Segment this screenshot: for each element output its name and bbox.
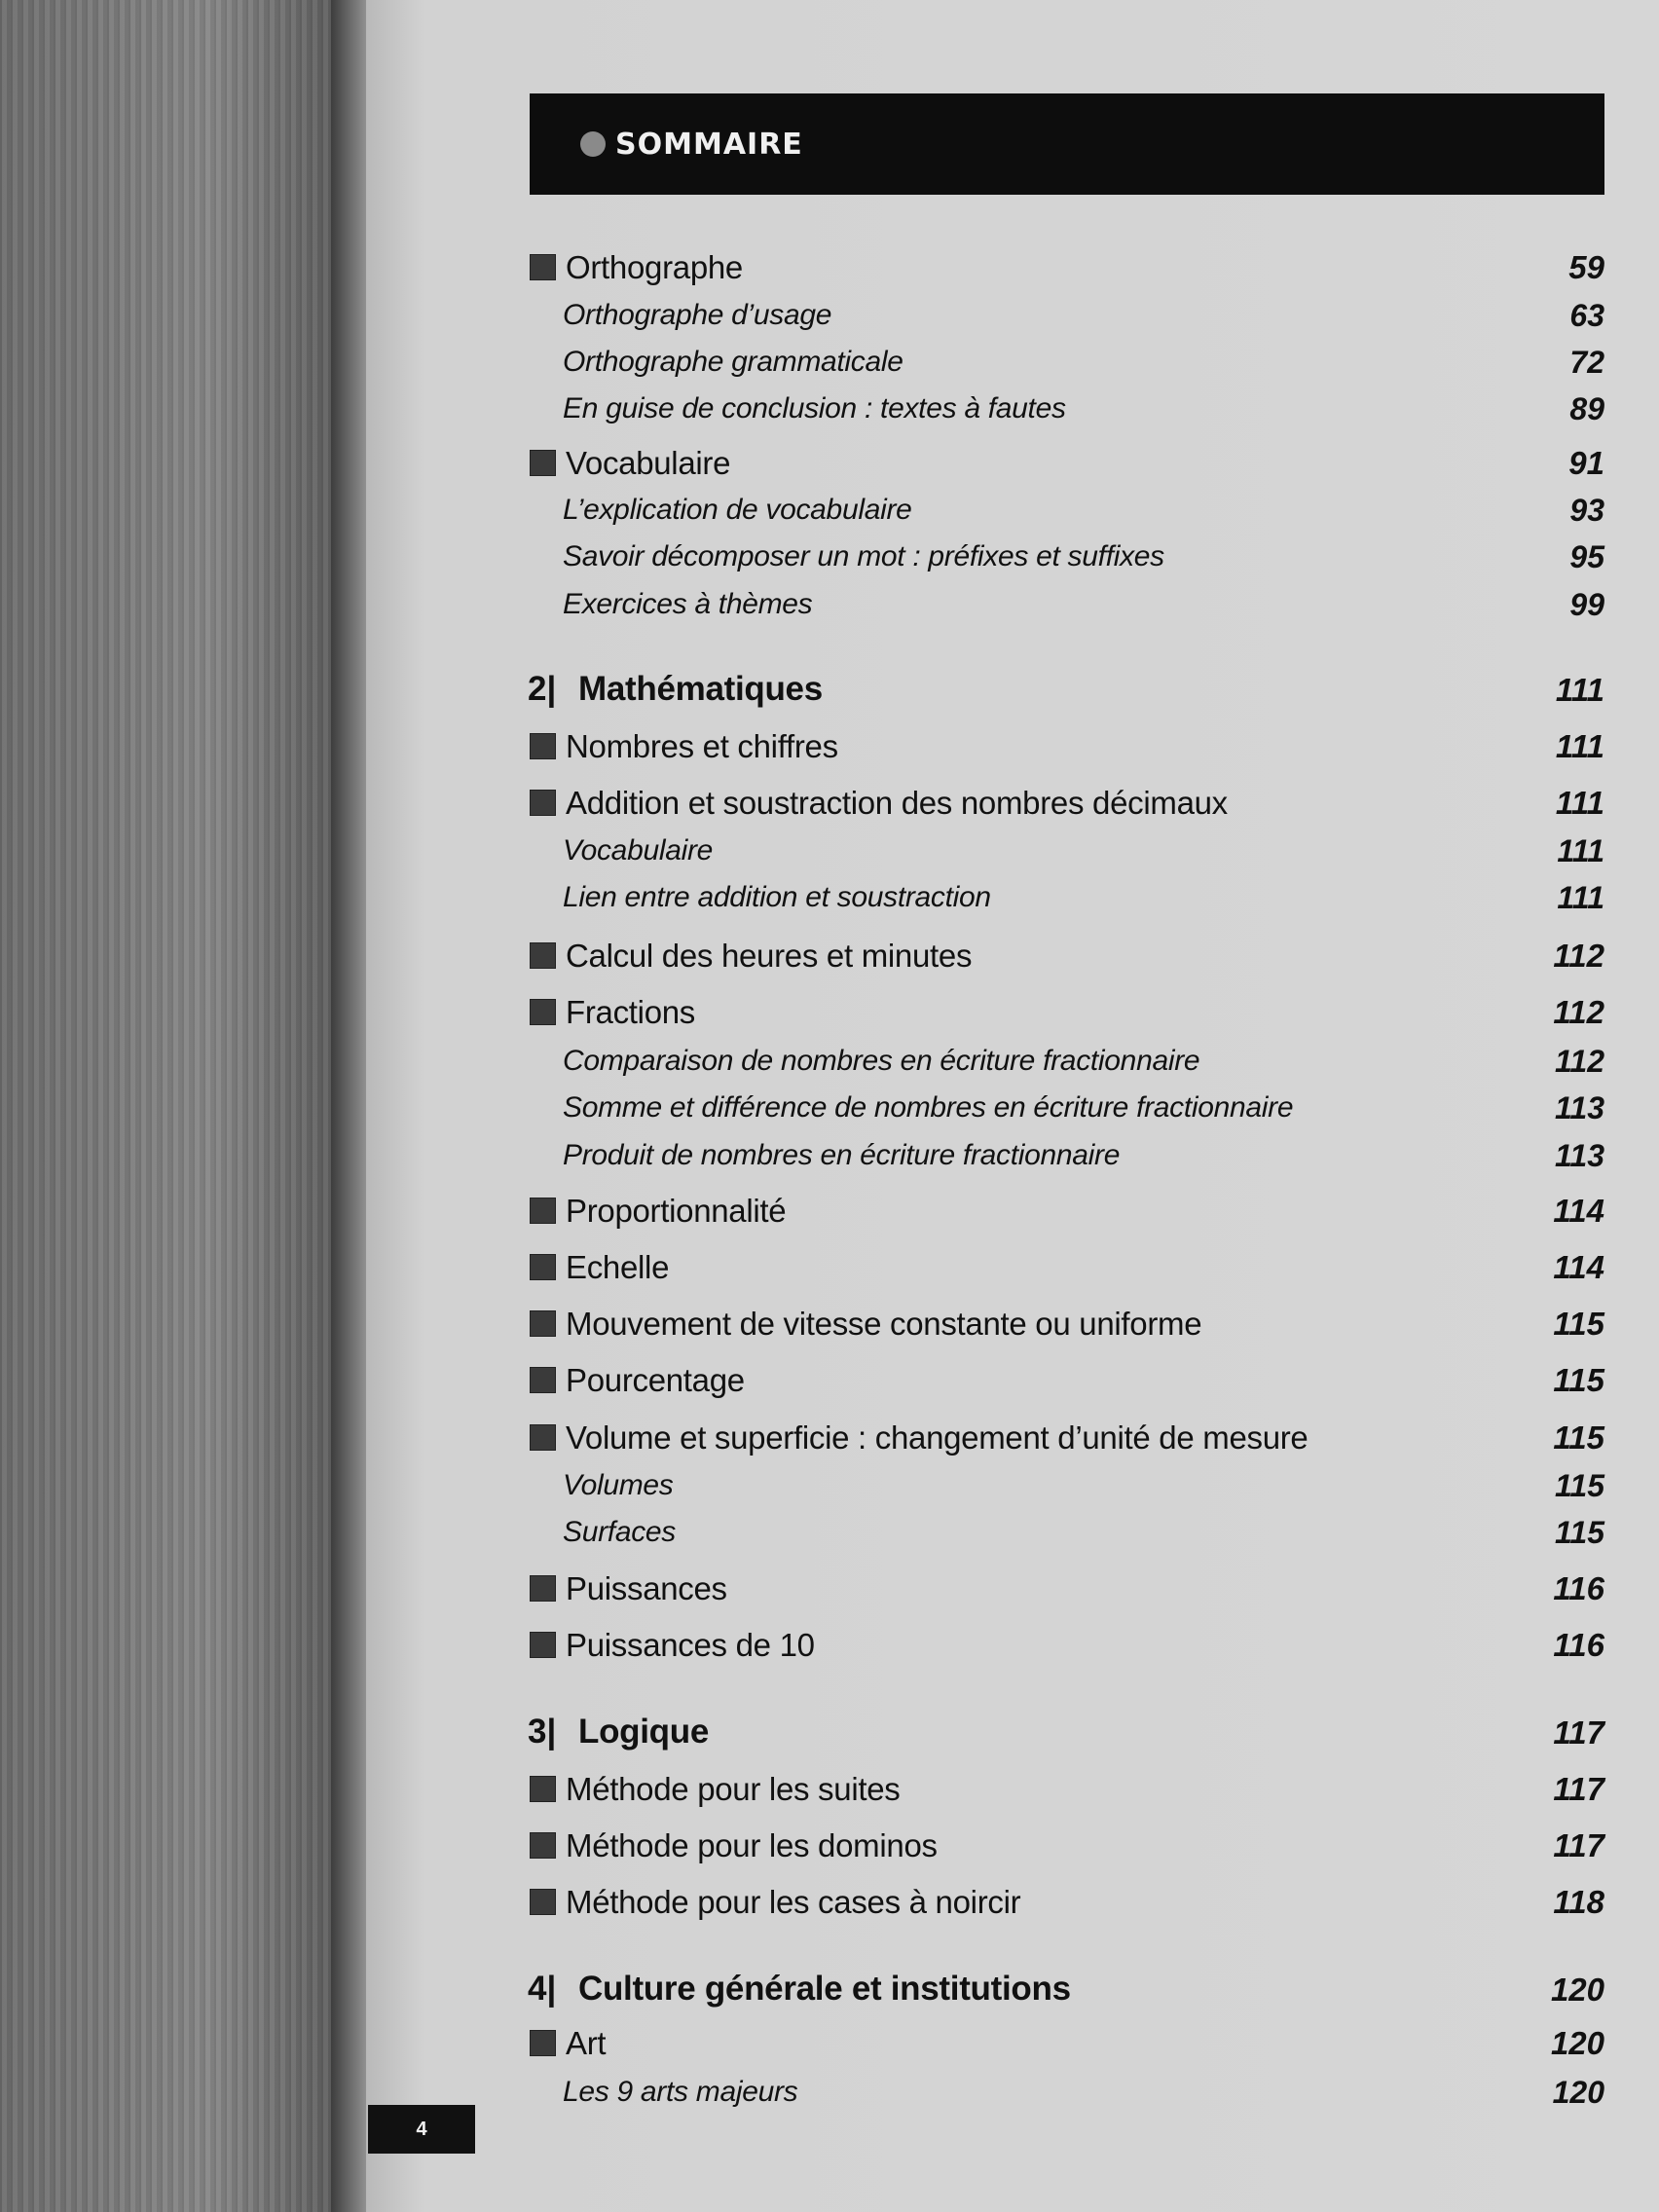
toc-section <box>526 1713 1604 1755</box>
section-number: 2| <box>528 670 557 708</box>
toc-label: Puissances de 10 <box>566 1627 815 1663</box>
square-bullet-icon <box>530 1575 556 1602</box>
toc-entry <box>526 1625 1604 1668</box>
toc-entry <box>526 783 1604 826</box>
toc-page-number: 112 <box>1553 938 1604 974</box>
toc-page-number: 115 <box>1553 1306 1604 1342</box>
toc-label: Somme et différence de nombres en écriture fractionnaire <box>563 1091 1294 1124</box>
toc-label: Lien entre addition et soustraction <box>563 881 991 913</box>
toc-entry <box>526 1247 1604 1290</box>
toc-sub <box>526 536 1604 579</box>
toc-entry <box>526 1882 1604 1925</box>
toc-label: L’explication de vocabulaire <box>563 494 912 526</box>
toc-label: Addition et soustraction des nombres décimaux <box>566 785 1228 821</box>
square-bullet-icon <box>530 1254 556 1280</box>
square-bullet-icon <box>530 942 556 969</box>
toc-section <box>526 670 1604 713</box>
square-bullet-icon <box>530 999 556 1025</box>
square-bullet-icon <box>530 733 556 759</box>
toc-page-number: 118 <box>1553 1884 1604 1920</box>
toc-label: Volumes <box>563 1469 674 1501</box>
square-bullet-icon <box>530 1198 556 1224</box>
toc-label: Volume et superficie : changement d’unité de mesure <box>566 1419 1309 1456</box>
square-bullet-icon <box>530 2030 556 2056</box>
square-bullet-icon <box>530 1310 556 1337</box>
toc-page-number: 111 <box>1557 880 1604 915</box>
toc-page-number: 63 <box>1569 298 1604 333</box>
toc-label: Orthographe d’usage <box>563 299 832 331</box>
toc-page-number: 117 <box>1553 1771 1604 1807</box>
square-bullet-icon <box>530 1832 556 1859</box>
toc-entry <box>526 1418 1604 1460</box>
toc-page-number: 95 <box>1569 539 1604 574</box>
toc-entry <box>526 1304 1604 1346</box>
toc-label: Comparaison de nombres en écriture fractionnaire <box>563 1045 1200 1077</box>
toc-label: Surfaces <box>563 1516 676 1548</box>
toc-page-number: 117 <box>1553 1827 1604 1863</box>
toc-sub <box>526 2072 1604 2115</box>
toc-page-number: 115 <box>1553 1362 1604 1398</box>
toc-page-number: 72 <box>1569 345 1604 380</box>
toc-page-number: 111 <box>1555 672 1604 708</box>
toc-entry <box>526 443 1604 486</box>
square-bullet-icon <box>530 1632 556 1658</box>
toc-page-number: 117 <box>1553 1714 1604 1751</box>
section-number: 3| <box>528 1713 557 1751</box>
toc-label: Savoir décomposer un mot : préfixes et suffixes <box>563 540 1164 572</box>
toc-label: Puissances <box>566 1570 727 1606</box>
toc-label: Mathématiques <box>578 670 823 708</box>
toc-sub <box>526 584 1604 627</box>
toc-entry <box>526 1191 1604 1234</box>
toc-sub <box>526 1465 1604 1508</box>
square-bullet-icon <box>530 1776 556 1802</box>
toc-page-number: 115 <box>1554 1515 1604 1550</box>
toc-sub <box>526 342 1604 385</box>
square-bullet-icon <box>530 1424 556 1451</box>
toc-page-number: 120 <box>1550 1972 1604 2008</box>
toc-entry <box>526 2023 1604 2066</box>
toc-entry <box>526 1568 1604 1611</box>
toc-label: Produit de nombres en écriture fractionnaire <box>563 1139 1121 1171</box>
toc-page-number: 116 <box>1553 1570 1604 1606</box>
toc-sub <box>526 1088 1604 1130</box>
toc-entry <box>526 1825 1604 1868</box>
toc-page-number: 112 <box>1553 994 1604 1030</box>
toc-sub <box>526 295 1604 338</box>
square-bullet-icon <box>530 790 556 816</box>
toc-section <box>526 1970 1604 2012</box>
toc-label: Mouvement de vitesse constante ou uniforme <box>566 1306 1202 1342</box>
square-bullet-icon <box>530 1889 556 1915</box>
square-bullet-icon <box>530 450 556 476</box>
toc-page-number: 113 <box>1554 1138 1604 1173</box>
toc-label: Proportionnalité <box>566 1193 787 1229</box>
toc-label: Les 9 arts majeurs <box>563 2076 798 2108</box>
toc-entry <box>526 247 1604 290</box>
toc-header-bar <box>530 93 1604 195</box>
toc-entry <box>526 1360 1604 1403</box>
toc-page-number: 112 <box>1554 1044 1604 1079</box>
toc-page-number: 111 <box>1557 833 1604 868</box>
toc-label: Orthographe <box>566 249 743 285</box>
toc-label: Vocabulaire <box>566 445 731 481</box>
toc-sub <box>526 877 1604 920</box>
toc-label: Orthographe grammaticale <box>563 346 903 378</box>
toc-entry <box>526 726 1604 769</box>
toc-entry <box>526 992 1604 1035</box>
bullet-dot-icon <box>580 131 606 157</box>
toc-page-number: 115 <box>1553 1419 1604 1456</box>
toc-page-number: 91 <box>1568 445 1604 481</box>
toc-entry <box>526 936 1604 978</box>
toc-label: Nombres et chiffres <box>566 728 838 764</box>
toc-page-number: 115 <box>1554 1468 1604 1503</box>
toc-page-number: 114 <box>1553 1193 1604 1229</box>
toc-label: Logique <box>578 1713 709 1751</box>
toc-page-number: 120 <box>1550 2025 1604 2061</box>
toc-label: Art <box>566 2025 607 2061</box>
toc-page-number: 114 <box>1553 1249 1604 1285</box>
toc-page-number: 93 <box>1569 493 1604 528</box>
toc-label: Méthode pour les dominos <box>566 1827 938 1863</box>
toc-label: En guise de conclusion : textes à fautes <box>563 392 1066 424</box>
toc-page-number: 99 <box>1569 587 1604 622</box>
toc-entry <box>526 1769 1604 1812</box>
toc-label: Méthode pour les suites <box>566 1771 901 1807</box>
toc-label: Echelle <box>566 1249 670 1285</box>
toc-page-number: 116 <box>1553 1627 1604 1663</box>
page-gutter-shadow <box>331 0 370 2212</box>
toc-page-number: 59 <box>1568 249 1604 285</box>
toc-label: Culture générale et institutions <box>578 1970 1071 2008</box>
toc-page-number: 120 <box>1552 2075 1604 2110</box>
toc-page-number: 111 <box>1555 785 1604 821</box>
toc-label: Pourcentage <box>566 1362 745 1398</box>
square-bullet-icon <box>530 1367 556 1393</box>
toc-label: Exercices à thèmes <box>563 588 813 620</box>
toc-sub <box>526 388 1604 431</box>
wood-background <box>0 0 350 2212</box>
toc-sub <box>526 830 1604 873</box>
toc-sub <box>526 1135 1604 1178</box>
toc-label: Calcul des heures et minutes <box>566 938 973 974</box>
page-number: 4 <box>416 2118 427 2140</box>
toc-sub <box>526 1512 1604 1555</box>
toc-page-number: 111 <box>1555 728 1604 764</box>
toc-page-number: 89 <box>1569 391 1604 426</box>
toc-sub <box>526 1041 1604 1084</box>
toc-page-number: 113 <box>1554 1090 1604 1125</box>
toc-label: Fractions <box>566 994 696 1030</box>
page-number-box <box>368 2105 475 2154</box>
toc-title: SOMMAIRE <box>615 127 803 162</box>
section-number: 4| <box>528 1970 557 2008</box>
toc-sub <box>526 490 1604 533</box>
toc-label: Vocabulaire <box>563 834 714 866</box>
toc-label: Méthode pour les cases à noircir <box>566 1884 1021 1920</box>
square-bullet-icon <box>530 254 556 280</box>
